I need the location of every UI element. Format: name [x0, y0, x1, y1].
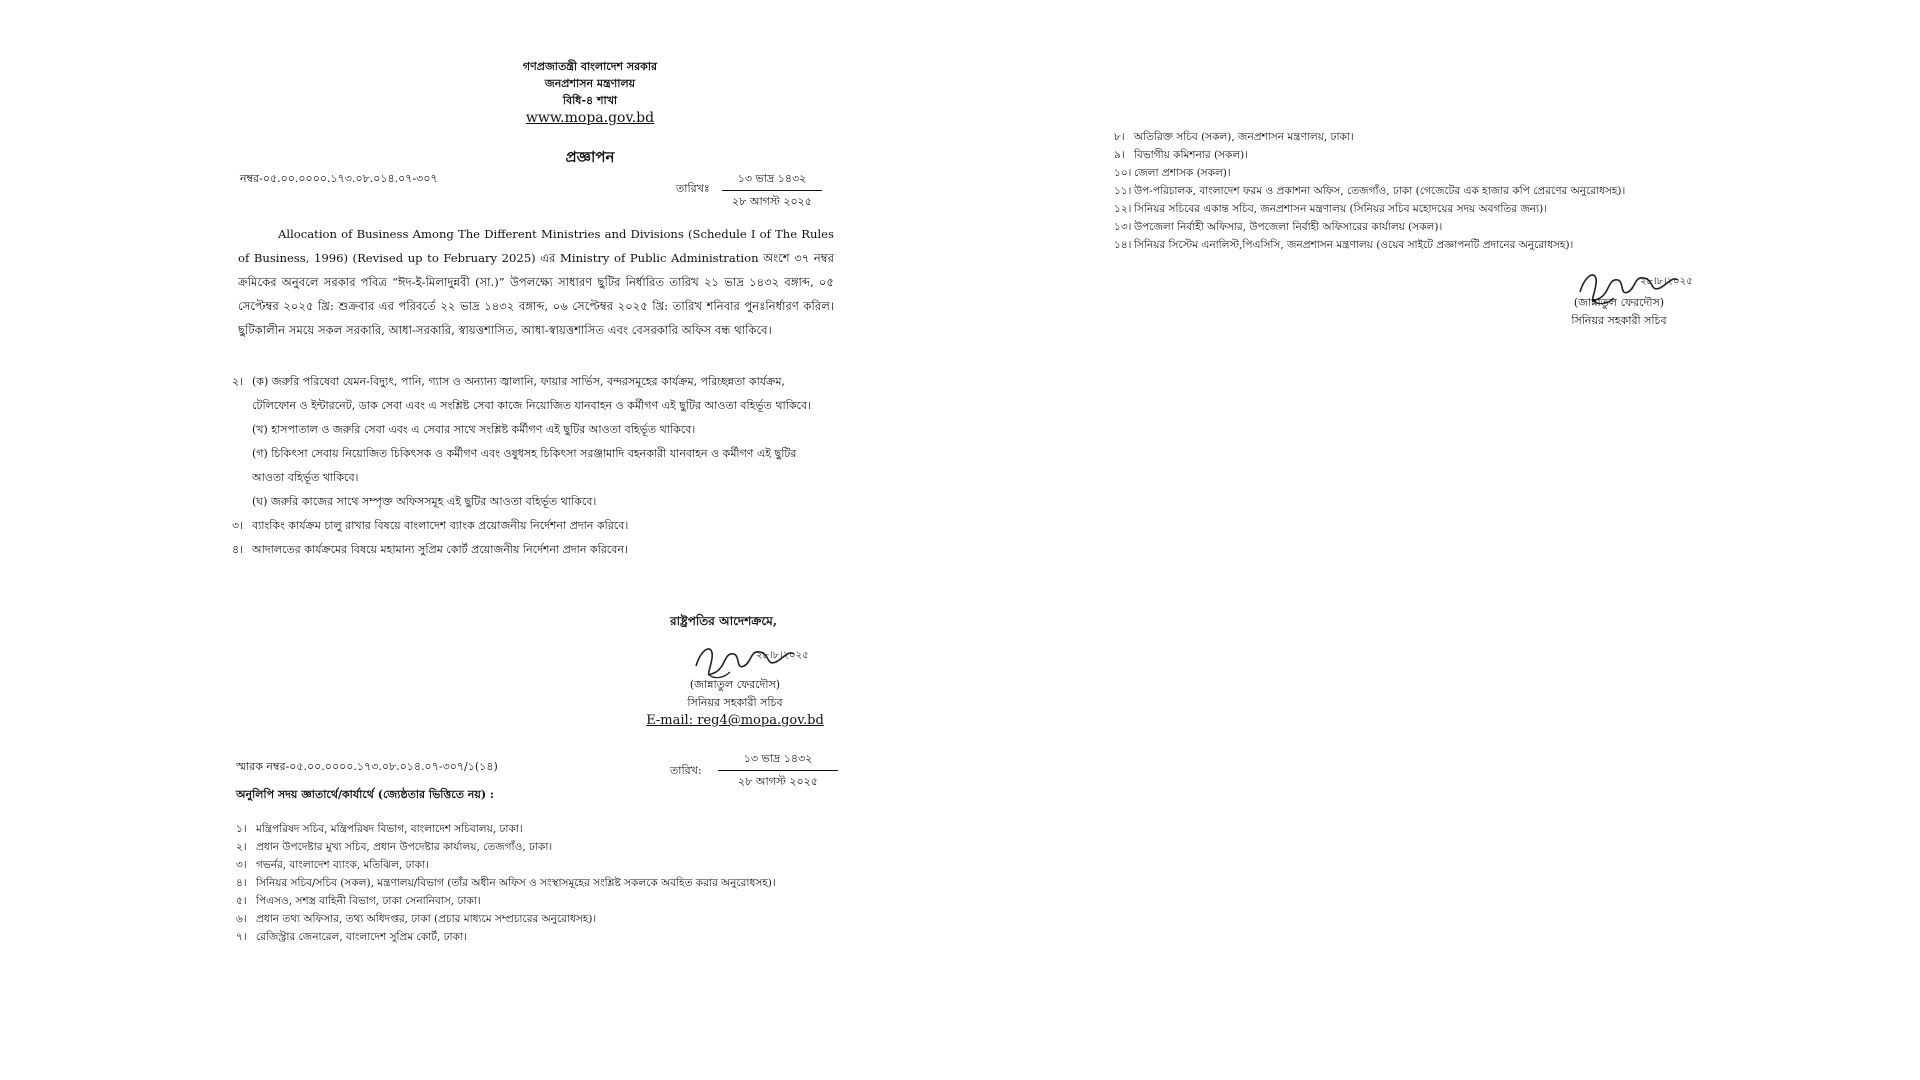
copy-item-number: ২।	[236, 841, 247, 853]
copy-item-number: ৪।	[236, 877, 247, 889]
copy-list-item	[1114, 218, 1714, 236]
clause-number: ৪।	[232, 543, 244, 556]
clause-text: (গ) চিকিৎসা সেবায় নিয়োজিত চিকিৎসক ও কর্মীগণ এবং ওষুধসহ চিকিৎসা সরঞ্জামাদি বহনকারী যানবাহন ও কর্মীগণ এই ছুটির আওতা বহির্ভূত থাকিবে।	[252, 447, 797, 484]
header-line-ministry: জনপ্রশাসন মন্ত্রণালয়	[544, 77, 636, 90]
copy-list-item	[236, 910, 856, 928]
copy-list-item	[236, 892, 856, 910]
signatory-designation-2: সিনিয়র সহকারী সচিব	[1571, 314, 1667, 327]
copy-list-item	[236, 928, 856, 946]
date-english-2: ২৮ আগস্ট ২০২৫	[738, 775, 818, 788]
copy-item-number: ৯।	[1114, 149, 1125, 161]
copy-item-text: উপজেলা নির্বাহী অফিসার, উপজেলা নির্বাহী অফিসারের কার্যালয় (সকল)।	[1134, 221, 1443, 233]
copy-item-number: ৬।	[236, 913, 247, 925]
header-line-government: গণপ্রজাতন্ত্রী বাংলাদেশ সরকার	[522, 60, 658, 73]
copy-list-right	[1114, 128, 1714, 254]
copy-list-item	[1114, 164, 1714, 182]
copy-item-number: ৭।	[236, 931, 247, 943]
date-bangla: ১৩ ভাদ্র ১৪৩২	[722, 170, 822, 191]
clause-text: (ক) জরুরি পরিষেবা যেমন-বিদ্যুৎ, পানি, গ্যাস ও অন্যান্য জ্বালানি, ফায়ার সার্ভিস, বন্দরসমূহের কার্যক্রম, পরিচ্ছন্নতা কার্যক্রম, টেলিফোন ও ইন্টারনেট, ডাক সেবা এবং এ সংশ্লিষ্ট সেবা কাজে নিয়োজিত যানবাহন ও কর্মীগণ এই ছুটির আওতা বহির্ভূত থাকিবে।	[252, 375, 812, 412]
clause-text: (খ) হাসপাতাল ও জরুরি সেবা এবং এ সেবার সাথে সংশ্লিষ্ট কর্মীগণ এই ছুটির আওতা বহির্ভূত থাকিবে।	[252, 423, 696, 436]
order-line: রাষ্ট্রপতির আদেশক্রমে,	[670, 614, 778, 628]
government-header	[380, 58, 800, 127]
copy-item-text: সিনিয়র সচিবের একান্ত সচিব, জনপ্রশাসন মন্ত্রণালয় (সিনিয়র সচিব মহোদয়ের সদয় অবগতির জন্য)।	[1134, 203, 1547, 215]
clause-item	[232, 538, 832, 562]
copy-item-number: ১।	[236, 823, 247, 835]
clause-item	[232, 442, 832, 490]
clause-item	[232, 418, 832, 442]
copy-item-number: ১০।	[1114, 167, 1132, 179]
date-english: ২৮ আগস্ট ২০২৫	[732, 195, 812, 208]
copy-item-text: মন্ত্রিপরিষদ সচিব, মন্ত্রিপরিষদ বিভাগ, বাংলাদেশ সচিবালয়, ঢাকা।	[256, 823, 523, 835]
date-box-2	[718, 750, 838, 792]
copy-item-text: জেলা প্রশাসক (সকল)।	[1134, 167, 1231, 179]
signatory-designation: সিনিয়র সহকারী সচিব	[687, 696, 783, 709]
copy-item-text: অতিরিক্ত সচিব (সকল), জনপ্রশাসন মন্ত্রণালয়, ঢাকা।	[1134, 131, 1354, 143]
copy-item-number: ১৩।	[1114, 221, 1132, 233]
date-label-2: তারিখ:	[670, 764, 702, 777]
clause-number: ৩।	[232, 519, 244, 532]
body-paragraph: Allocation of Business Among The Different Ministries and Divisions (Schedule I of The Rules of Business, 1996) (Revised up to February 2025) এর Ministry of Public Administration অংশে ৩৭ নম্বর ক্রমিকের অনুবলে সরকার পবিত্র “ঈদ-ই-মিলাদুন্নবী (সা.)” উপলক্ষ্যে সাধারণ ছুটির নির্ধারিত তারিখ ২১ ভাদ্র ১৪৩২ বঙ্গাব্দ, ০৫ সেপ্টেম্বর ২০২৫ খ্রি: শুক্রবার এর পরিবর্তে ২২ ভাদ্র ১৪৩২ বঙ্গাব্দ, ০৬ সেপ্টেম্বর ২০২৫ খ্রি: তারিখ শনিবার পুনঃনির্ধারণ করিল। ছুটিকালীন সময়ে সকল সরকারি, আধা-সরকারি, স্বায়ত্তশাসিত, আধা-স্বায়ত্তশাসিত এবং বেসরকারি অফিস বন্ধ থাকিবে।	[238, 227, 834, 337]
copy-list-item	[1114, 200, 1714, 218]
memo-reference-number: স্মারক নম্বর-০৫.০০.০০০০.১৭৩.০৮.০১৪.০৭-৩০৭/১(১৪)	[236, 760, 498, 773]
copy-item-number: ৮।	[1114, 131, 1125, 143]
memo-number: নম্বর-০৫.০০.০০০০.১৭৩.০৮.০১৪.০৭-৩০৭	[240, 172, 438, 185]
copy-item-number: ৫।	[236, 895, 247, 907]
clause-text: আদালতের কার্যক্রমের বিষয়ে মহামান্য সুপ্রিম কোর্ট প্রয়োজনীয় নির্দেশনা প্রদান করিবেন।	[252, 543, 628, 556]
copy-list-item	[1114, 236, 1714, 254]
clause-item	[232, 490, 832, 514]
clause-item	[232, 514, 832, 538]
signatory-name-2: (জান্নাতুল ফেরদৌস)	[1573, 296, 1665, 309]
copy-item-text: সিনিয়র সিস্টেম এনালিস্ট,পিএসিসি, জনপ্রশাসন মন্ত্রণালয় (ওয়েব সাইটে প্রজ্ঞাপনটি প্রদানের অনুরোধসহ)।	[1134, 239, 1574, 251]
signature-scribble-2: ২৮।৮।২০২৫	[1640, 276, 1693, 287]
clause-text: ব্যাংকিং কার্যক্রম চালু রাখার বিষয়ে বাংলাদেশ ব্যাংক প্রয়োজনীয় নির্দেশনা প্রদান করিবে।	[252, 519, 629, 532]
copy-item-text: রেজিস্ট্রার জেনারেল, বাংলাদেশ সুপ্রিম কোর্ট, ঢাকা।	[256, 931, 467, 943]
copy-item-text: উপ-পরিচালক, বাংলাদেশ ফরম ও প্রকাশনা অফিস, তেজগাঁও, ঢাকা (গেজেটের এক হাজার কপি প্রেরণের অনুরোধসহ)।	[1134, 185, 1626, 197]
copy-item-number: ১৪।	[1114, 239, 1132, 251]
copy-list-title: অনুলিপি সদয় জ্ঞাতার্থে/কার্যার্থে (জ্যেষ্ঠতার ভিত্তিতে নয়) :	[236, 788, 494, 801]
copy-list-item	[236, 874, 856, 892]
copy-item-number: ৩।	[236, 859, 247, 871]
date-label: তারিখঃ	[676, 182, 710, 195]
copy-list-item	[1114, 128, 1714, 146]
signature-scribble: ২৮।৮।২০২৫	[756, 650, 809, 661]
clause-text: (ঘ) জরুরি কাজের সাথে সম্পৃক্ত অফিসসমূহ এই ছুটির আওতা বহির্ভূত থাকিবে।	[252, 495, 597, 508]
copy-list-item	[236, 856, 856, 874]
copy-list-item	[1114, 182, 1714, 200]
copy-item-text: গভর্নর, বাংলাদেশ ব্যাংক, মতিঝিল, ঢাকা।	[256, 859, 429, 871]
notice-title: প্রজ্ঞাপন	[565, 148, 615, 166]
copy-list-item	[1114, 146, 1714, 164]
signature-block	[620, 676, 850, 730]
copy-item-number: ১১।	[1114, 185, 1132, 197]
clause-list	[232, 370, 832, 562]
copy-list-left	[236, 820, 856, 946]
header-line-branch: বিধি-৪ শাখা	[562, 94, 618, 107]
copy-list-item	[236, 820, 856, 838]
date-box	[722, 170, 822, 212]
copy-item-text: সিনিয়র সচিব/সচিব (সকল), মন্ত্রণালয়/বিভাগ (তাঁর অধীন অফিস ও সংস্থাসমূহের সংশ্লিষ্ট সকলকে অবহিত করার অনুরোধসহ)।	[256, 877, 776, 889]
clause-item	[232, 370, 832, 418]
copy-item-text: পিএসও, সশস্ত্র বাহিনী বিভাগ, ঢাকা সেনানিবাস, ঢাকা।	[256, 895, 481, 907]
copy-item-text: বিভাগীয় কমিশনার (সকল)।	[1134, 149, 1248, 161]
signature-block-2	[1504, 294, 1734, 330]
date-bangla-2: ১৩ ভাদ্র ১৪৩২	[718, 750, 838, 771]
website-link[interactable]: www.mopa.gov.bd	[525, 110, 655, 126]
copy-item-text: প্রধান তথ্য অফিসার, তথ্য অধিদপ্তর, ঢাকা (প্রচার মাধ্যমে সম্প্রচারের অনুরোধসহ)।	[256, 913, 597, 925]
email-link[interactable]: E-mail: reg4@mopa.gov.bd	[646, 713, 824, 728]
copy-item-number: ১২।	[1114, 203, 1132, 215]
signatory-name: (জান্নাতুল ফেরদৌস)	[689, 678, 781, 691]
copy-list-item	[236, 838, 856, 856]
clause-number: ২।	[232, 375, 244, 388]
copy-item-text: প্রধান উপদেষ্টার মুখ্য সচিব, প্রধান উপদেষ্টার কার্যালয়, তেজগাঁও, ঢাকা।	[256, 841, 553, 853]
